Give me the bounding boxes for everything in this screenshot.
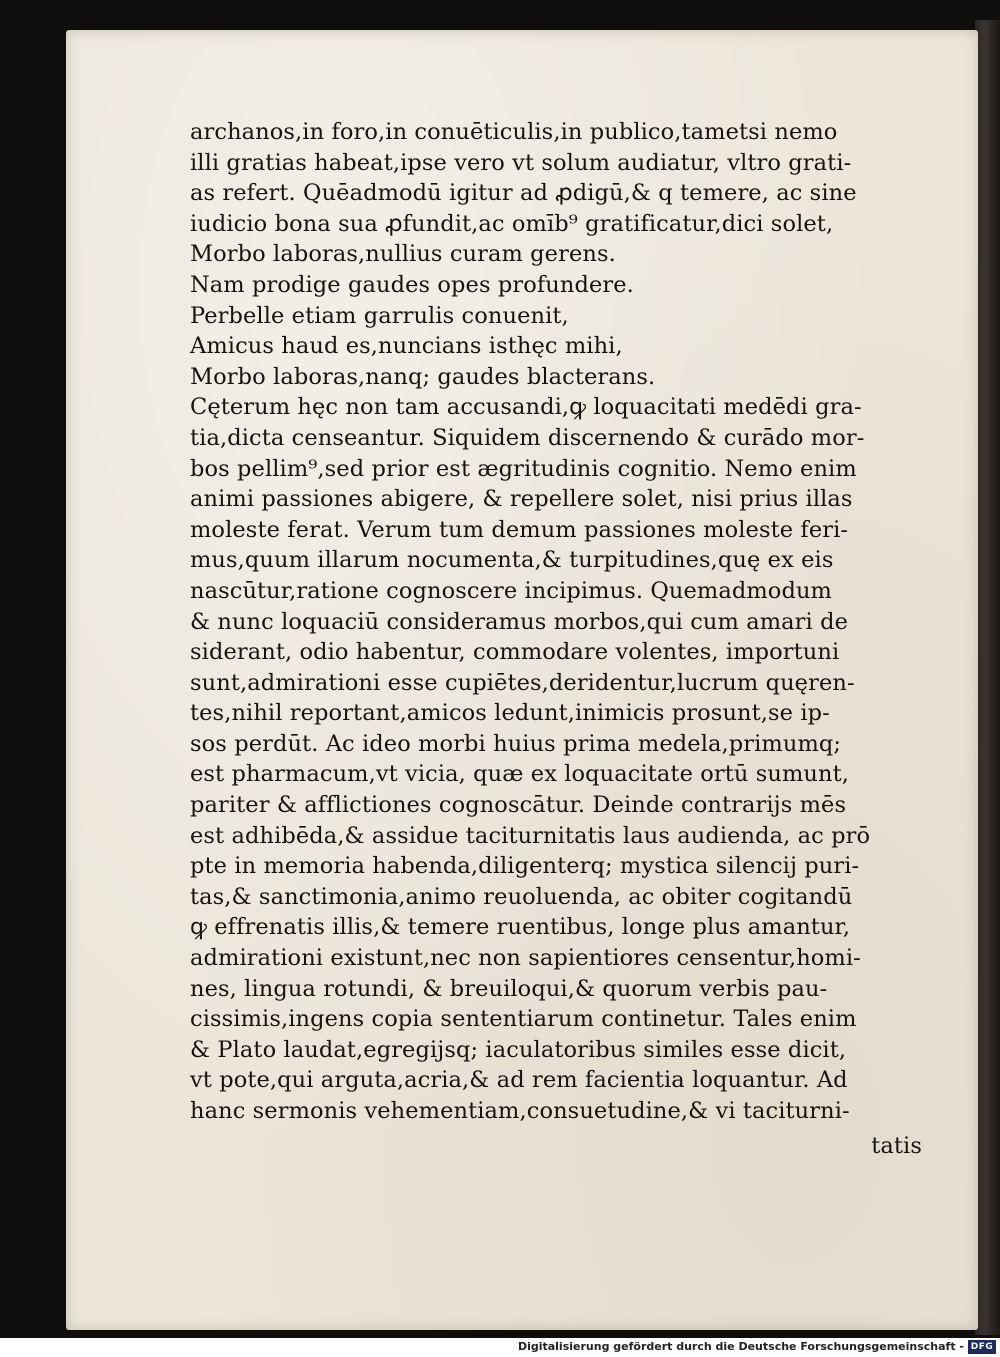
text-line: nes, lingua rotundi, & breuiloqui,& quorum verbis pau- <box>190 975 828 1002</box>
text-line: siderant, odio habentur, commodare volentes, importuni <box>190 639 840 666</box>
text-line: vt pote,qui arguta,acria,& ad rem facientia loquantur. Ad <box>190 1067 848 1094</box>
text-line: sunt,admirationi esse cupiētes,deridentur,lucrum quęren- <box>190 669 855 696</box>
text-line: moleste ferat. Verum tum demum passiones moleste feri- <box>190 516 849 543</box>
text-line: archanos,in foro,in conuēticulis,in publico,tametsi nemo <box>190 119 838 145</box>
text-line: Nam prodige gaudes opes profundere. <box>190 271 634 298</box>
text-line: tia,dicta censeantur. Siquidem discernendo & curādo mor- <box>190 424 865 451</box>
digitization-footer <box>0 1338 1000 1357</box>
text-line: Cęterum hęc non tam accusandi,ꝙ loquacitati medēdi gra- <box>190 394 862 421</box>
text-line: nascūtur,ratione cognoscere incipimus. Quemadmodum <box>190 577 832 604</box>
page-text-block <box>190 117 930 1161</box>
text-line: pte in memoria habenda,diligenterq; mystica silencij puri- <box>190 853 860 880</box>
text-line: bos pellim⁹,sed prior est ægritudinis cognitio. Nemo enim <box>190 455 857 482</box>
text-line: Morbo laboras,nullius curam gerens. <box>190 241 616 268</box>
text-line: sos perdūt. Ac ideo morbi huius prima medela,primumq; <box>190 730 842 757</box>
text-line: iudicio bona sua ꝓfundit,ac omīb⁹ gratificatur,dici solet, <box>190 210 834 237</box>
text-line: est adhibēda,& assidue taciturnitatis laus audienda, ac prō <box>190 822 871 849</box>
text-line: Morbo laboras,nanq; gaudes blacterans. <box>190 363 656 390</box>
text-line: as refert. Quēadmodū igitur ad ꝓdigū,& q temere, ac sine <box>190 180 857 207</box>
text-line: mus,quum illarum nocumenta,& turpitudines,quę ex eis <box>190 547 834 574</box>
facing-page-edge <box>975 20 1000 1335</box>
text-line: animi passiones abigere, & repellere solet, nisi prius illas <box>190 486 853 513</box>
dfg-logo-icon: DFG <box>968 1340 996 1354</box>
text-line: illi gratias habeat,ipse vero vt solum audiatur, vltro grati- <box>190 149 852 176</box>
catchword: tatis <box>871 1132 922 1159</box>
text-line: tas,& sanctimonia,animo reuoluenda, ac obiter cogitandū <box>190 883 853 910</box>
text-line: est pharmacum,vt vicia, quæ ex loquacitate ortū sumunt, <box>190 761 849 788</box>
funding-notice: Digitalisierung gefördert durch die Deutsche Forschungsgemeinschaft - <box>517 1340 964 1353</box>
text-line: hanc sermonis vehementiam,consuetudine,& vi taciturni- <box>190 1098 850 1124</box>
text-line: Perbelle etiam garrulis conuenit, <box>190 302 569 329</box>
text-line: admirationi existunt,nec non sapientiores censentur,homi- <box>190 945 861 972</box>
text-line: Amicus haud es,nuncians isthęc mihi, <box>190 333 623 360</box>
text-line: & Plato laudat,egregijsq; iaculatoribus similes esse dicit, <box>190 1036 847 1063</box>
text-line: pariter & afflictiones cognoscātur. Deinde contrarijs mēs <box>190 792 847 819</box>
text-line: cissimis,ingens copia sententiarum continetur. Tales enim <box>190 1006 857 1033</box>
text-line: tes,nihil reportant,amicos ledunt,inimicis prosunt,se ip- <box>190 700 830 727</box>
text-line: ꝙ effrenatis illis,& temere ruentibus, longe plus amantur, <box>190 914 851 941</box>
text-line: & nunc loquaciū consideramus morbos,qui cum amari de <box>190 608 848 635</box>
